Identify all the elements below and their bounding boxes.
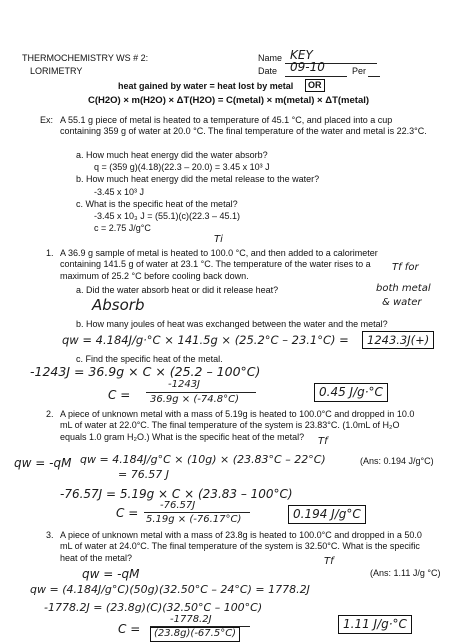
p2-tf-note: Tf bbox=[318, 436, 328, 447]
formula-or: OR bbox=[305, 79, 325, 92]
p1-both-note: both metal bbox=[376, 283, 431, 294]
p3-text: A piece of unknown metal with a mass of 23.8g is heated to 100.0°C and dropped in a 50.0 mL of water at 24.0°C. The final temperature of the system is 32.50°C. What is the specific heat of the metal? bbox=[60, 530, 422, 563]
p2-work3-num: -76.57J bbox=[160, 500, 196, 511]
p2-ans-note: (Ans: 0.194 J/g°C) bbox=[360, 456, 434, 466]
p1-question-b: b. How many joules of heat was exchanged between the water and the metal? bbox=[76, 319, 388, 329]
name-value: KEY bbox=[290, 48, 313, 62]
p1-work-b: qw = 4.184J/g·°C × 141.5g × (25.2°C – 23.1°C) = bbox=[62, 333, 349, 347]
p3-work2: -1778.2J = (23.8g)(C)(32.50°C – 100°C) bbox=[44, 601, 263, 614]
p3-work1: qw = (4.184J/g°C)(50g)(32.50°C – 24°C) = 1778.2J bbox=[30, 583, 310, 596]
p3-number: 3. bbox=[46, 530, 54, 540]
p2-work1b: = 76.57 J bbox=[118, 468, 169, 481]
p1-fraction-bar bbox=[146, 392, 256, 393]
example-question-a: a. How much heat energy did the water absorb? bbox=[76, 150, 268, 160]
p3-work3-num: -1778.2J bbox=[170, 614, 212, 625]
example-answer-a: q = (359 g)(4.18)(22.3 – 20.0) = 3.45 x 10³ J bbox=[94, 162, 270, 172]
example-text: A 55.1 g piece of metal is heated to a temperature of 45.1 °C, and placed into a cup containing 359 g of water at 20.0 °C. The final temperature of the water and metal is 22.3°C. bbox=[60, 115, 427, 137]
p2-c-label: C = bbox=[116, 506, 139, 520]
date-value: 09-10 bbox=[290, 60, 325, 74]
p3-answer: 1.11 J/g·°C bbox=[338, 615, 412, 634]
p2-text: A piece of unknown metal with a mass of 5.19g is heated to 100.0°C and dropped in 10.0 mL of water at 22.0°C. The final temperature of the system is 23.83°C. (1.0mL of H₂O equals 1.0 gram H₂O.) What is the specific heat of the metal? bbox=[60, 409, 415, 442]
p3-work3-den: (23.8g)(-67.5°C) bbox=[150, 627, 240, 642]
p2-qw-eq: qw = -qM bbox=[14, 456, 72, 470]
example-label: Ex: bbox=[40, 115, 54, 125]
name-label: Name bbox=[258, 53, 283, 63]
example-question-b: b. How much heat energy did the metal release to the water? bbox=[76, 174, 320, 184]
per-underline bbox=[368, 76, 380, 77]
p3-qw-eq: qw = -qM bbox=[82, 567, 140, 581]
p2-work1: qw = 4.184J/g°C × (10g) × (23.83°C – 22°C) bbox=[80, 453, 326, 466]
p1-answer-c: 0.45 J/g·°C bbox=[314, 383, 388, 402]
p1-answer-absorb: Absorb bbox=[92, 296, 145, 314]
p1-tf-note: Tf for bbox=[392, 262, 419, 273]
p1-question-c: c. Find the specific heat of the metal. bbox=[76, 354, 223, 364]
example-answer-b: -3.45 x 10³ J bbox=[94, 187, 145, 197]
formula-line2: C(H2O) × m(H2O) × ΔT(H2O) = C(metal) × m(metal) × ΔT(metal) bbox=[88, 95, 370, 106]
p1-text: A 36.9 g sample of metal is heated to 100.0 °C, and then added to a calorimeter containing 141.5 g of water at 23.1 °C. The temperature of the water rises to a maximum of 25.2 °C before cooling back down. bbox=[60, 248, 378, 281]
p2-answer: 0.194 J/g°C bbox=[288, 505, 366, 524]
p2-fraction-bar bbox=[144, 512, 250, 513]
p2-number: 2. bbox=[46, 409, 54, 419]
per-label: Per bbox=[352, 66, 367, 76]
p2-work2: -76.57J = 5.19g × C × (23.83 – 100°C) bbox=[60, 487, 293, 501]
p1-c-label: C = bbox=[108, 388, 131, 402]
example-question-c: c. What is the specific heat of the metal? bbox=[76, 199, 238, 209]
date-underline bbox=[285, 76, 347, 77]
p1-question-a: a. Did the water absorb heat or did it release heat? bbox=[76, 285, 279, 295]
p3-tf-note: Tf bbox=[324, 556, 334, 567]
example-answer-c2: c = 2.75 J/g°C bbox=[94, 223, 151, 233]
p1-water-note: & water bbox=[382, 297, 422, 308]
p1-ti-note: Ti bbox=[214, 234, 223, 245]
p1-work-c1: -1243J = 36.9g × C × (25.2 – 100°C) bbox=[30, 364, 261, 379]
worksheet-subtitle: LORIMETRY bbox=[30, 66, 83, 76]
formula-line1: heat gained by water = heat lost by metal bbox=[118, 81, 294, 91]
p1-number: 1. bbox=[46, 248, 54, 258]
p2-work3-den: 5.19g × (-76.17°C) bbox=[146, 514, 242, 525]
worksheet-title: THERMOCHEMISTRY WS # 2: bbox=[22, 53, 149, 63]
example-answer-c1: -3.45 x 10₃ J = (55.1)(c)(22.3 – 45.1) bbox=[94, 211, 240, 221]
p3-c-label: C = bbox=[118, 622, 141, 636]
p1-work-c2-num: -1243J bbox=[168, 379, 201, 390]
p1-work-c2-den: 36.9g × (-74.8°C) bbox=[150, 394, 240, 405]
date-label: Date bbox=[258, 66, 278, 76]
p1-answer-b: 1243.3J(+) bbox=[362, 331, 434, 349]
p3-ans-note: (Ans: 1.11 J/g °C) bbox=[370, 568, 441, 578]
